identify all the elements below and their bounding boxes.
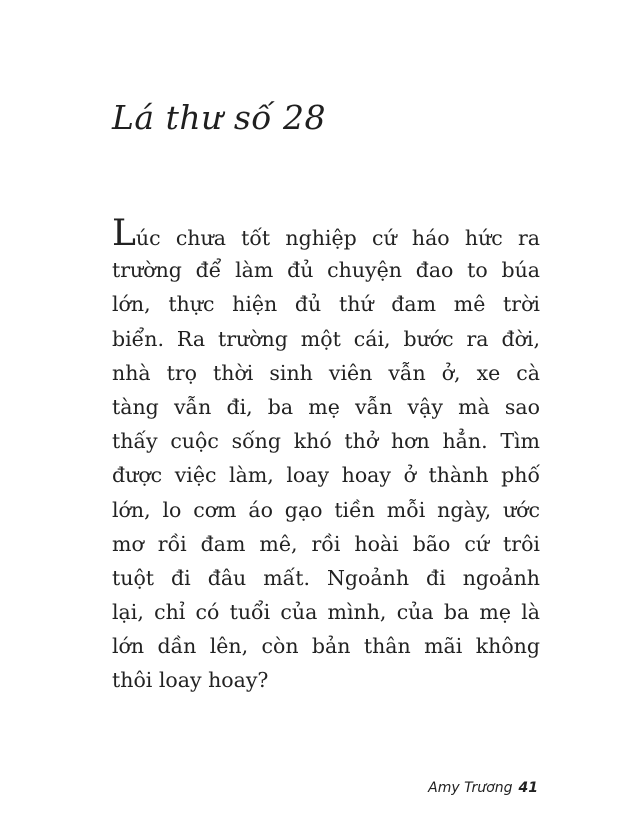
body-line-text: úc chưa tốt nghiệp cứ háo hức ra [135, 226, 540, 250]
chapter-title: Lá thư số 28 [112, 98, 326, 137]
drop-cap: L [112, 213, 136, 254]
body-line: lớn, thực hiện đủ thứ đam mê trời [112, 292, 540, 317]
body-line: thôi loay hoay? [112, 668, 269, 693]
body-line: biển. Ra trường một cái, bước ra đời, [112, 326, 540, 351]
body-paragraph [112, 213, 540, 698]
body-line: nhà trọ thời sinh viên vẫn ở, xe cà [112, 360, 540, 385]
footer-author: Amy Trương [428, 780, 513, 796]
body-line [112, 213, 540, 254]
body-line: tàng vẫn đi, ba mẹ vẫn vậy mà sao [112, 394, 540, 419]
page-footer [428, 780, 538, 796]
page-number: 41 [518, 780, 538, 796]
body-line: lớn, lo cơm áo gạo tiền mỗi ngày, ước [112, 497, 540, 522]
body-line: thấy cuộc sống khó thở hơn hẳn. Tìm [112, 429, 540, 454]
body-line: lại, chỉ có tuổi của mình, của ba mẹ là [112, 600, 540, 625]
body-line: mơ rồi đam mê, rồi hoài bão cứ trôi [112, 531, 540, 556]
body-line: lớn dần lên, còn bản thân mãi không [112, 634, 540, 659]
body-line: trường để làm đủ chuyện đao to búa [112, 258, 540, 283]
body-line: tuột đi đâu mất. Ngoảnh đi ngoảnh [112, 565, 540, 590]
body-line: được việc làm, loay hoay ở thành phố [112, 463, 540, 488]
